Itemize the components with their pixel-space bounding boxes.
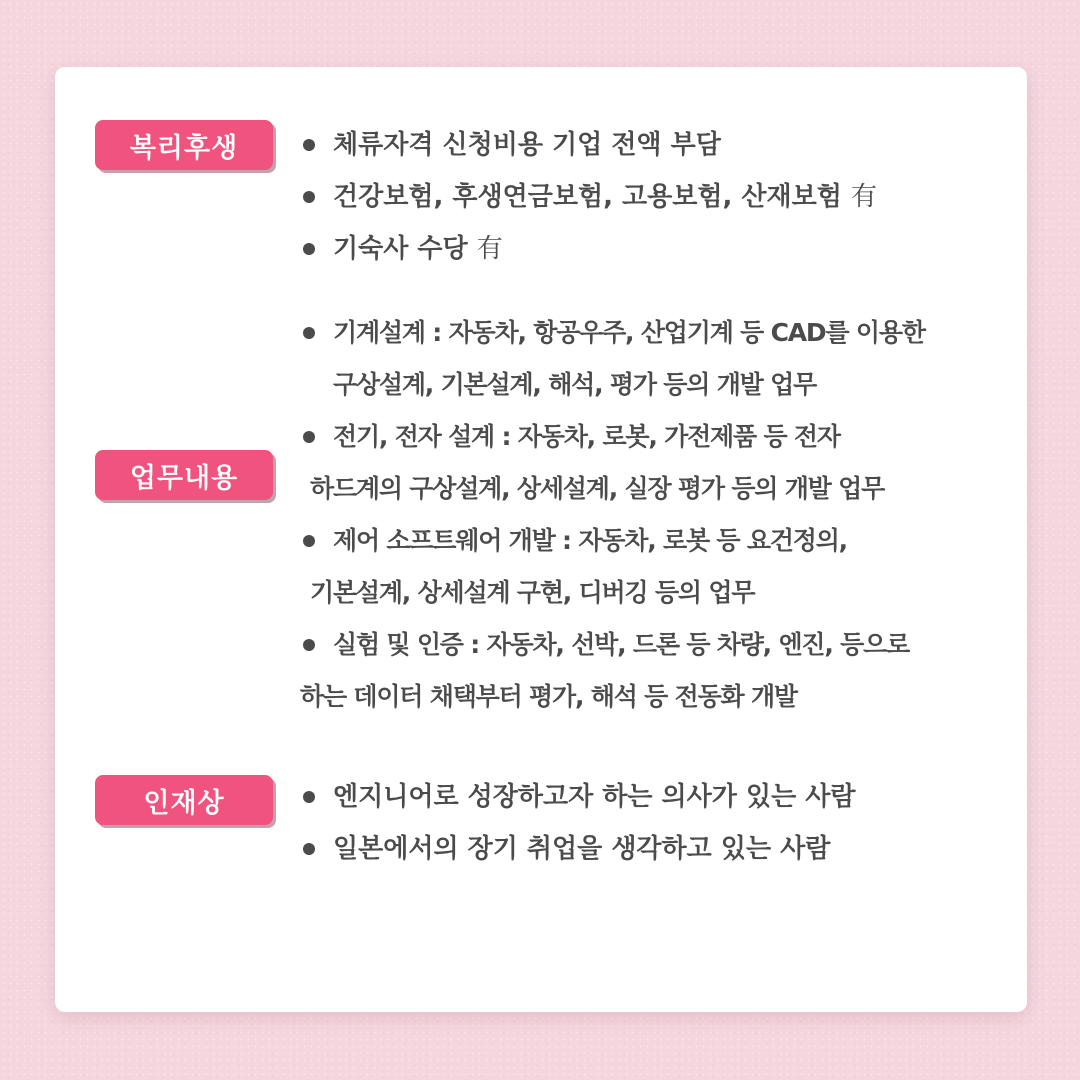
list-item: 건강보험, 후생연금보험, 고용보험, 산재보험 有: [300, 171, 877, 223]
list-item: 일본에서의 장기 취업을 생각하고 있는 사람: [300, 823, 855, 875]
list-item: 전기, 전자 설계 : 자동차, 로봇, 가전제품 등 전자: [300, 411, 925, 463]
benefits-list: [300, 119, 877, 275]
ideal-candidate-tag: 인재상: [95, 775, 273, 825]
list-item: 실험 및 인증 : 자동차, 선박, 드론 등 차량, 엔진, 등으로: [300, 619, 925, 671]
duties-tag: 업무내용: [95, 450, 273, 500]
list-item-continuation: 하드계의 구상설계, 상세설계, 실장 평가 등의 개발 업무: [310, 474, 885, 503]
list-item: 기숙사 수당 有: [300, 223, 877, 275]
duties-list: [300, 307, 925, 723]
list-item-continuation: 기본설계, 상세설계 구현, 디버깅 등의 업무: [310, 578, 755, 607]
list-item: 체류자격 신청비용 기업 전액 부담: [300, 119, 877, 171]
content-card: [55, 67, 1027, 1012]
benefits-tag: 복리후생: [95, 120, 273, 170]
list-item: 엔지니어로 성장하고자 하는 의사가 있는 사람: [300, 771, 855, 823]
list-item-continuation: 구상설계, 기본설계, 해석, 평가 등의 개발 업무: [333, 370, 817, 399]
list-item: 제어 소프트웨어 개발 : 자동차, 로봇 등 요건정의,: [300, 515, 925, 567]
ideal-candidate-list: [300, 771, 855, 875]
list-item-continuation: 하는 데이터 채택부터 평가, 해석 등 전동화 개발: [300, 682, 797, 711]
list-item: 기계설계 : 자동차, 항공우주, 산업기계 등 CAD를 이용한: [300, 307, 925, 359]
